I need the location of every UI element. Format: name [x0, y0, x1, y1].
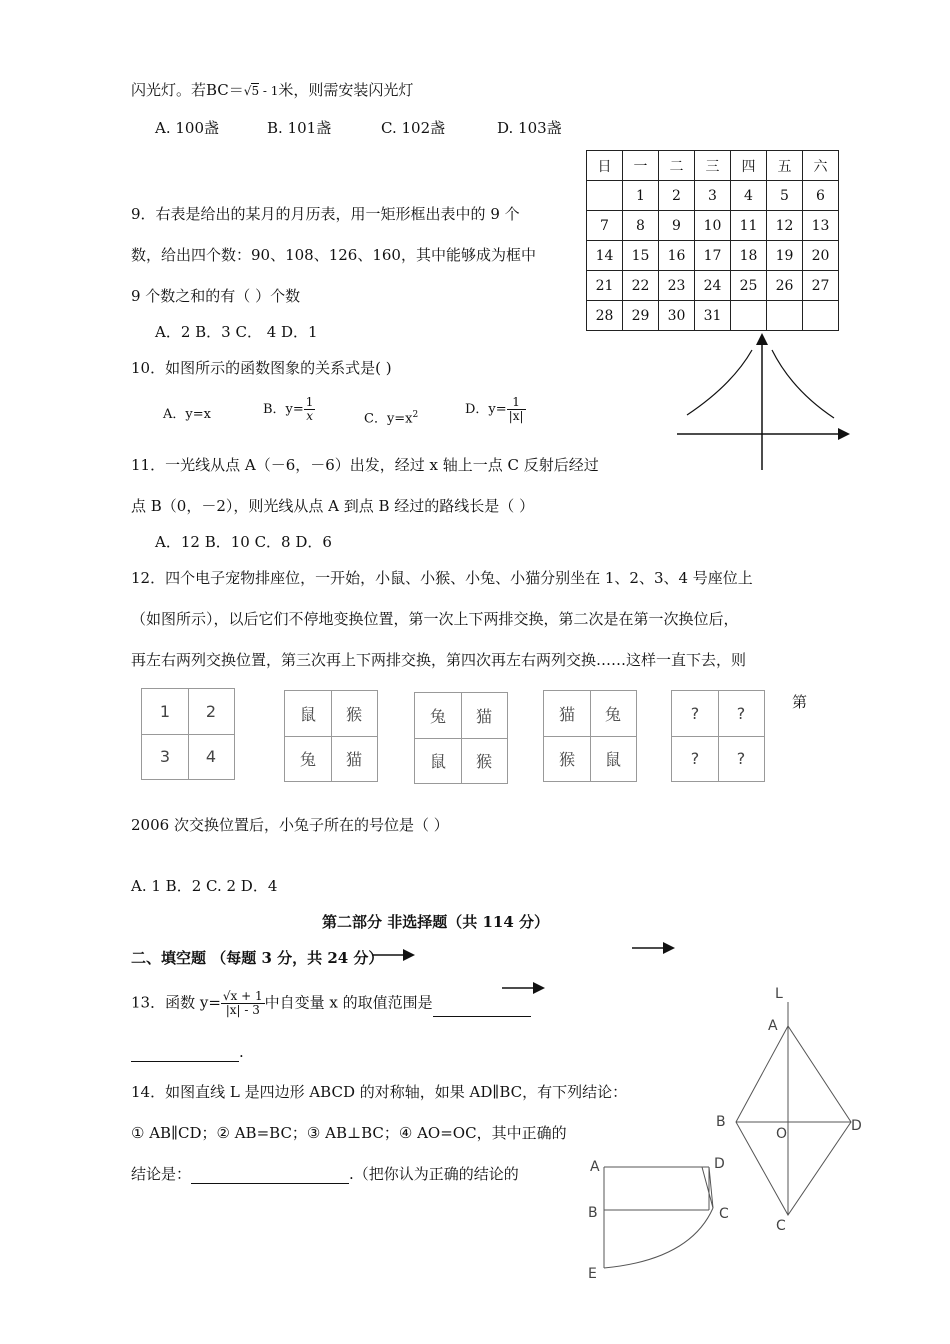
q12-options: A. 1 B．2 C. 2 D．4: [131, 877, 278, 895]
calendar-cell: [731, 301, 767, 331]
calendar-cell: 31: [695, 301, 731, 331]
seat-grid-unknown: [671, 690, 765, 782]
q11-options: A．12 B．10 C．8 D．6: [155, 533, 332, 551]
calendar-row: [587, 211, 839, 241]
calendar-header-cell: 五: [767, 151, 803, 181]
q14-line3-post: .（把你认为正确的结论的: [349, 1165, 519, 1183]
q14-line2: ① AB∥CD；② AB=BC；③ AB⊥BC；④ AO=OC，其中正确的: [131, 1124, 567, 1142]
sqrt-radicand: 5: [251, 84, 260, 98]
label-o: O: [776, 1126, 788, 1142]
q9-line1: 9．右表是给出的某月的月历表，用一矩形框出表中的 9 个: [131, 205, 520, 223]
seat-cell: 兔: [429, 707, 446, 726]
q9-options: A．2 B．3 C． 4 D．1: [155, 323, 318, 341]
q11-line2: 点 B（0，－2），则光线从点 A 到点 B 经过的路线长是（ ）: [131, 497, 535, 515]
calendar-header-cell: 二: [659, 151, 695, 181]
section-title: 二、填空题 （每题 3 分，共 24 分）: [131, 949, 384, 967]
fraction-numerator: 1: [305, 395, 314, 409]
q10-option-d-label: D．y=: [465, 402, 507, 417]
calendar-header-row: [587, 151, 839, 181]
q14-line3-pre: 结论是：: [131, 1165, 192, 1183]
seat-cell: 1: [159, 702, 171, 721]
seat-cell: ?: [736, 704, 746, 723]
q10-option-c-label: C．y=x: [364, 411, 413, 427]
calendar-cell: 5: [767, 181, 803, 211]
q10-option-d: [465, 396, 526, 423]
seat-cell: ?: [690, 704, 700, 723]
q8-option-c: C. 102盏: [381, 119, 446, 137]
q14-line1: 14．如图直线 L 是四边形 ABCD 的对称轴，如果 AD∥BC，有下列结论：: [131, 1083, 628, 1101]
seat-cell: 鼠: [299, 705, 316, 724]
q10-option-b: [263, 396, 315, 423]
seat-cell: 猴: [345, 705, 362, 724]
label-d: D: [714, 1156, 725, 1172]
q8-text-post: 米，则需安装闪光灯: [278, 81, 414, 99]
q13-answer-blank-2[interactable]: [131, 1047, 239, 1062]
curve-left: [687, 350, 752, 415]
calendar-cell: 27: [803, 271, 839, 301]
label-l: L: [775, 986, 783, 1002]
seat-cell: 3: [159, 747, 171, 766]
q13-fraction: [221, 990, 265, 1017]
fraction-1-over-abs-x: [507, 396, 526, 423]
seat-cell: 兔: [604, 705, 621, 724]
q8-option-b: B. 101盏: [267, 119, 332, 137]
calendar-row: [587, 181, 839, 211]
q8-text-pre: 闪光灯。若BC＝: [131, 81, 244, 99]
calendar-header-cell: 四: [731, 151, 767, 181]
seat-cell: 鼠: [604, 750, 621, 769]
q14-answer-blank[interactable]: [191, 1169, 349, 1184]
calendar-cell: 9: [659, 211, 695, 241]
seat-cell: 2: [205, 702, 217, 721]
calendar-cell: 19: [767, 241, 803, 271]
q10-option-a: A．y=x: [163, 407, 211, 422]
calendar-cell: 12: [767, 211, 803, 241]
calendar-header-cell: 六: [803, 151, 839, 181]
q13-pre: 13．函数 y=: [131, 993, 221, 1012]
arc-ec: [604, 1208, 713, 1268]
q9-line2: 数，给出四个数：90、108、126、160，其中能够成为框中: [131, 246, 536, 264]
q13-answer-blank-1[interactable]: [433, 1002, 531, 1017]
calendar-header-cell: 日: [587, 151, 623, 181]
calendar-header-cell: 三: [695, 151, 731, 181]
calendar-cell: 10: [695, 211, 731, 241]
seat-cell: 猫: [475, 707, 492, 726]
q13-line2: [131, 1042, 244, 1062]
calendar-cell: 26: [767, 271, 803, 301]
label-e: E: [588, 1266, 597, 1282]
q10-option-b-label: B．y=: [263, 402, 304, 417]
q14-line3: [131, 1164, 519, 1184]
calendar-cell: 2: [659, 181, 695, 211]
q12-line2: （如图所示），以后它们不停地变换位置，第一次上下两排交换，第二次是在第一次换位后，: [131, 610, 739, 628]
fraction-numerator: 1: [512, 395, 520, 409]
calendar-cell: 29: [623, 301, 659, 331]
label-d: D: [851, 1118, 862, 1134]
sqrt-expression: √5 - 1: [243, 84, 279, 98]
calendar-cell: 21: [587, 271, 623, 301]
fraction-1-over-x: [304, 396, 316, 423]
exponent: 2: [412, 410, 419, 420]
q12-line3: 再左右两列交换位置，第三次再上下两排交换，第四次再左右两列交换……这样一直下去，则: [131, 651, 747, 669]
label-a: A: [768, 1018, 778, 1034]
calendar-cell: 1: [623, 181, 659, 211]
fraction-denominator: x: [304, 409, 316, 423]
seat-grid-initial: [141, 688, 235, 780]
calendar-cell: 28: [587, 301, 623, 331]
calendar-cell: 3: [695, 181, 731, 211]
calendar-row: [587, 271, 839, 301]
seat-cell: 猫: [558, 705, 575, 724]
calendar-cell: 14: [587, 241, 623, 271]
seat-cell: 4: [205, 747, 217, 766]
q12-line1: 12．四个电子宠物排座位，一开始，小鼠、小猴、小兔、小猫分别坐在 1、2、3、4 号座位上: [131, 569, 753, 587]
fold-diagram: [580, 1150, 740, 1285]
fraction-denominator: |x| - 3: [221, 1003, 265, 1017]
label-c: C: [776, 1218, 786, 1234]
calendar-cell: 15: [623, 241, 659, 271]
calendar-cell: 18: [731, 241, 767, 271]
seat-cell: ?: [736, 749, 746, 768]
calendar-row: [587, 301, 839, 331]
calendar-cell: 24: [695, 271, 731, 301]
calendar-cell: 17: [695, 241, 731, 271]
part2-title: 第二部分 非选择题（共 114 分）: [322, 913, 549, 931]
calendar-table: [586, 150, 839, 331]
calendar-row: [587, 241, 839, 271]
function-graph: [672, 330, 857, 475]
seat-cell: 猴: [475, 752, 492, 771]
calendar-cell: [767, 301, 803, 331]
calendar-cell: 16: [659, 241, 695, 271]
calendar-cell: [587, 181, 623, 211]
calendar-cell: 4: [731, 181, 767, 211]
calendar-cell: 6: [803, 181, 839, 211]
q12-line4: 2006 次交换位置后，小兔子所在的号位是（ ）: [131, 816, 449, 834]
calendar-cell: [803, 301, 839, 331]
label-c: C: [719, 1206, 729, 1222]
q10-option-c: [364, 405, 418, 429]
calendar-cell: 7: [587, 211, 623, 241]
seat-cell: ?: [690, 749, 700, 768]
q10-stem: 10．如图所示的函数图象的关系式是( ): [131, 359, 392, 377]
calendar-cell: 23: [659, 271, 695, 301]
q8-option-d: D. 103盏: [497, 119, 562, 137]
kite-abcd: [736, 1026, 851, 1215]
calendar-header-cell: 一: [623, 151, 659, 181]
curve-right: [772, 350, 834, 418]
fraction-denominator: |x|: [508, 409, 524, 423]
calendar-cell: 11: [731, 211, 767, 241]
q8-option-a: A. 100盏: [155, 119, 219, 137]
seat-grid-swap-2: [543, 690, 637, 782]
calendar-cell: 13: [803, 211, 839, 241]
seat-cell: 鼠: [429, 752, 446, 771]
calendar-cell: 22: [623, 271, 659, 301]
q13-line: [131, 990, 531, 1017]
sqrt-after: - 1: [259, 84, 279, 98]
q13-post: 中自变量 x 的取值范围是: [264, 993, 433, 1012]
calendar-cell: 20: [803, 241, 839, 271]
q13-end: .: [239, 1043, 244, 1061]
calendar-cell: 30: [659, 301, 695, 331]
label-a: A: [590, 1159, 600, 1175]
q8-line: [131, 80, 413, 101]
seat-cell: 兔: [299, 750, 316, 769]
seat-grid-swap-1: [414, 692, 508, 784]
label-b: B: [588, 1205, 598, 1221]
q11-line1: 11．一光线从点 A（－6，－6）出发，经过 x 轴上一点 C 反射后经过: [131, 456, 599, 474]
calendar-cell: 25: [731, 271, 767, 301]
seat-grid-start: [284, 690, 378, 782]
calendar-cell: 8: [623, 211, 659, 241]
seat-cell: 猫: [345, 750, 362, 769]
fraction-numerator: √x + 1: [222, 989, 263, 1003]
label-b: B: [716, 1114, 726, 1130]
q9-line3: 9 个数之和的有（ ）个数: [131, 287, 301, 305]
seat-cell: 猴: [558, 750, 575, 769]
q12-tail-word: 第: [792, 693, 808, 711]
